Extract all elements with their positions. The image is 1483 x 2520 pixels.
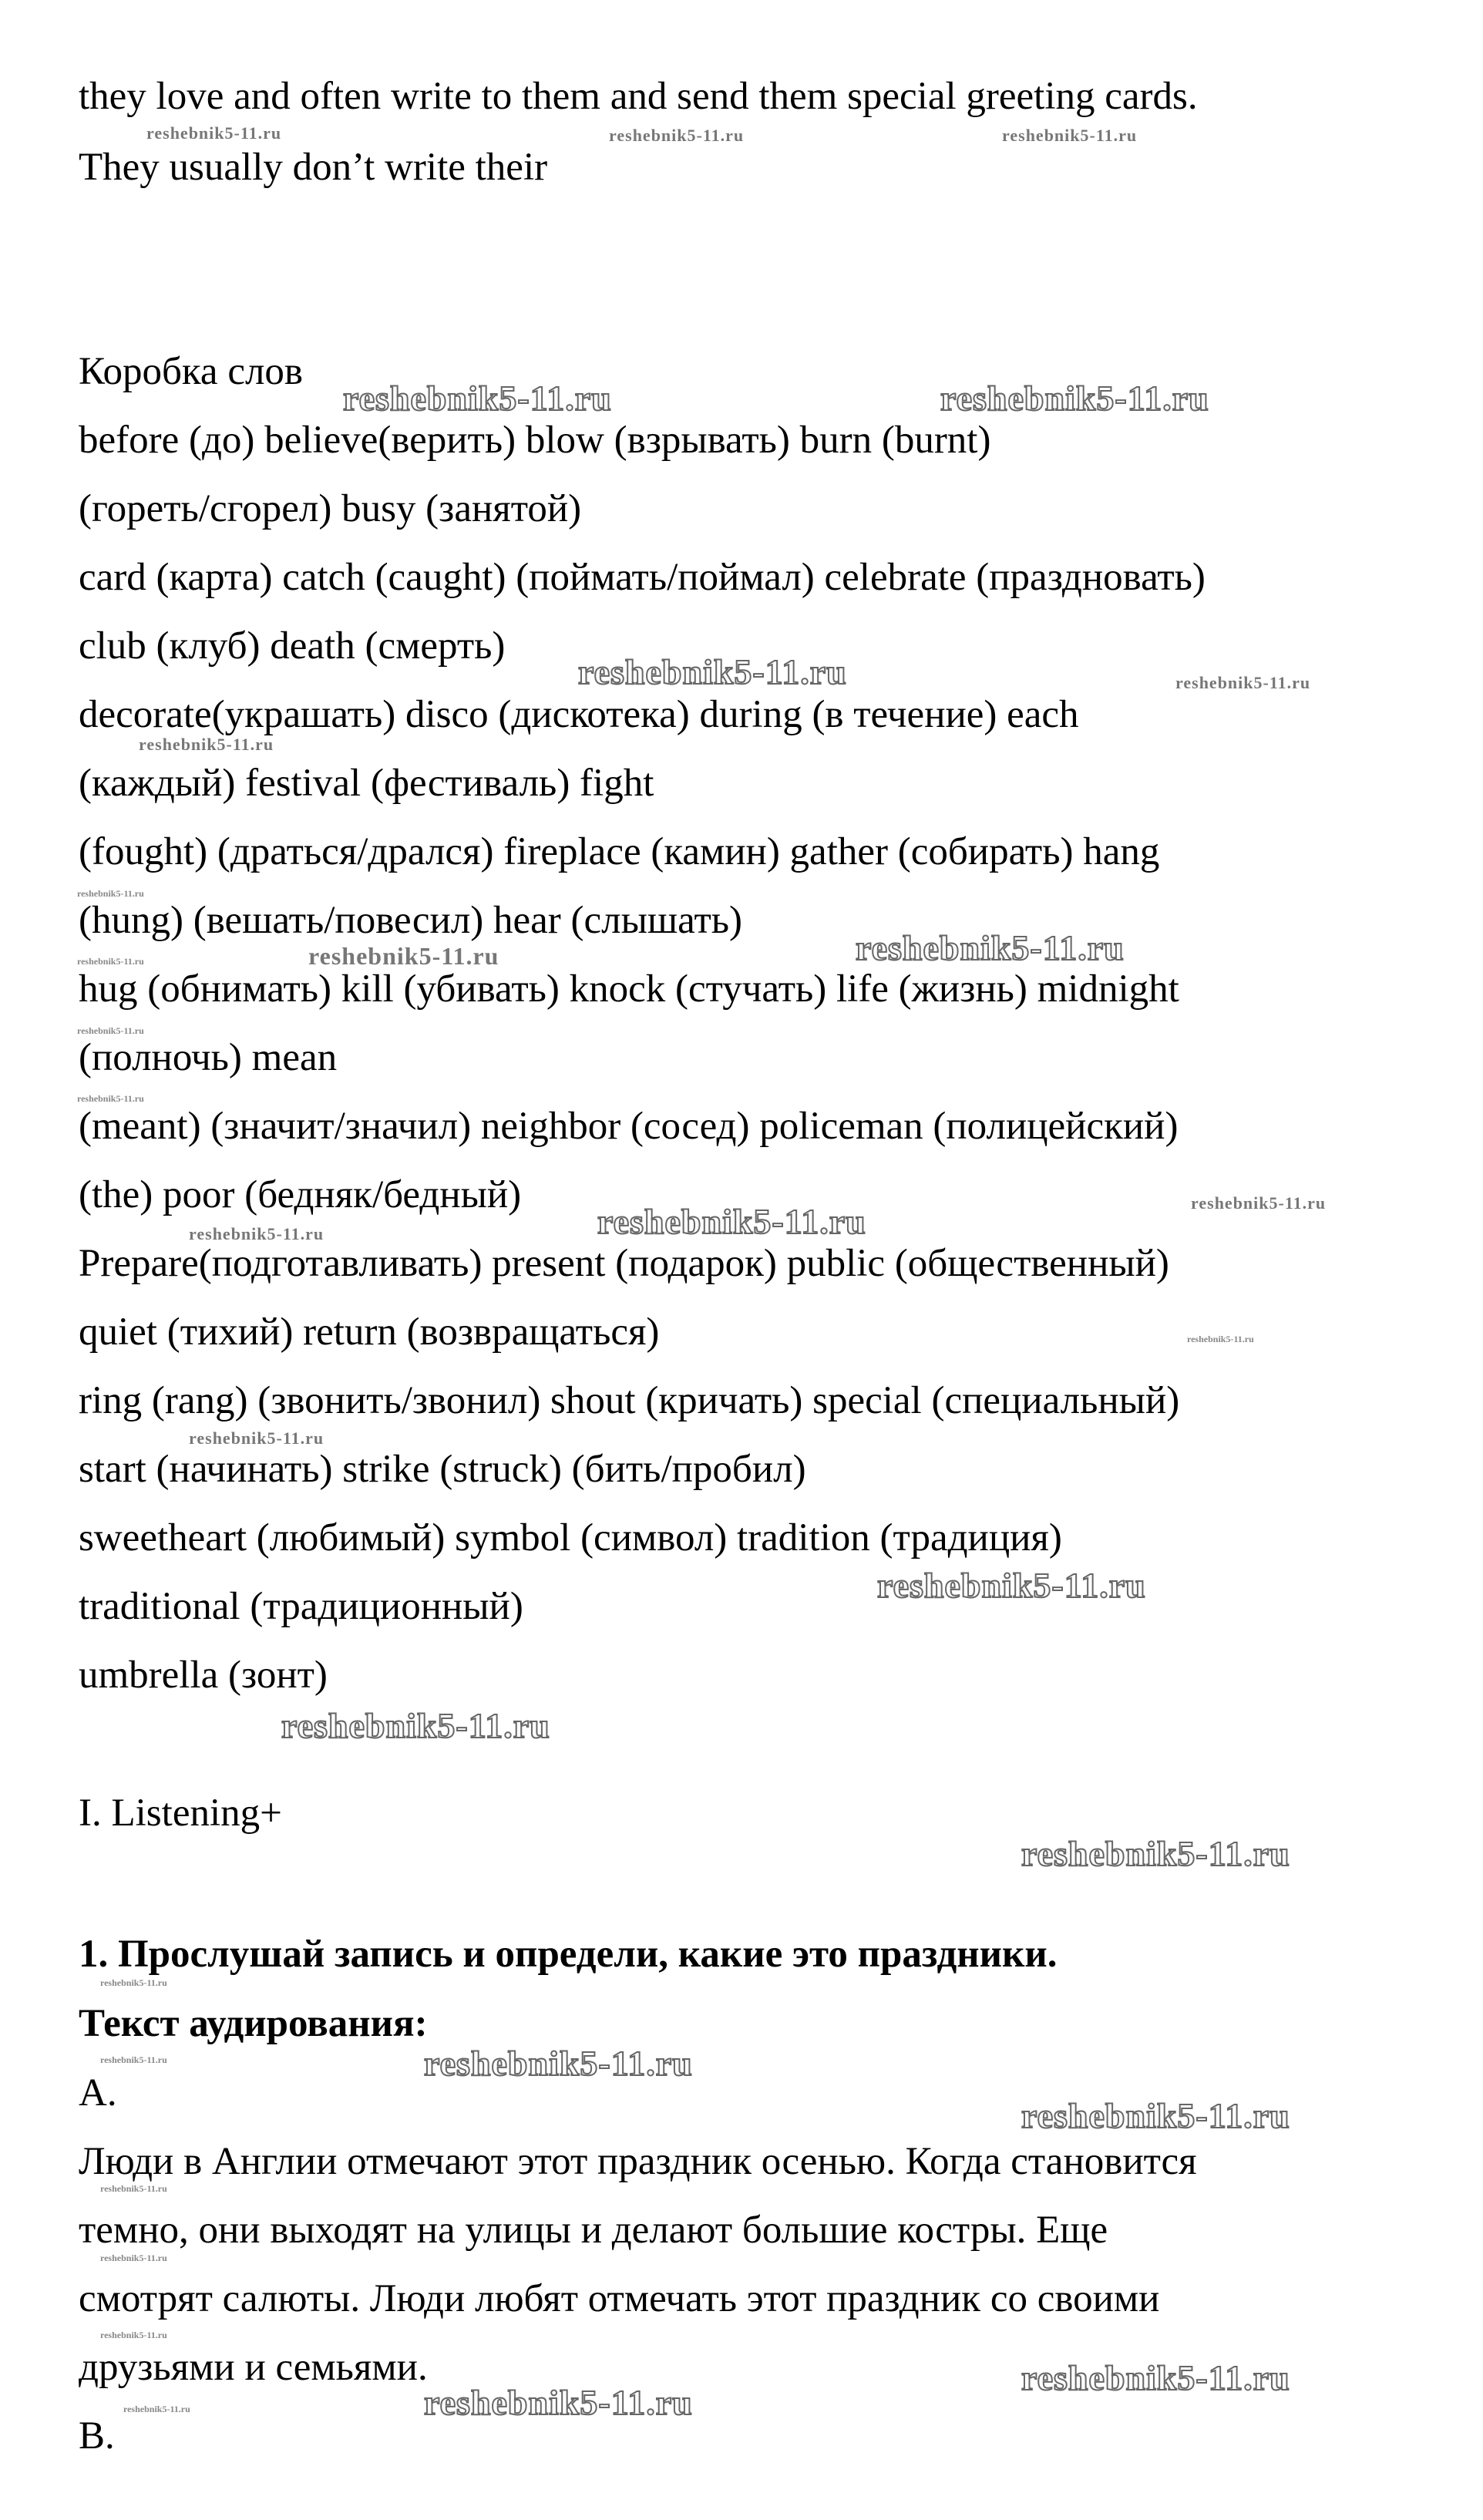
watermark: reshebnik5-11.ru [609,126,745,145]
watermark: reshebnik5-11.ru [1021,2096,1290,2135]
watermark: reshebnik5-11.ru [1021,2358,1290,2397]
watermark: reshebnik5-11.ru [424,2383,693,2422]
word-box-line: Prepare(подготавливать) present (подарок) public (общественный) [79,1242,1169,1285]
label-a: A. [79,2071,117,2115]
word-box-line: club (клуб) death (смерть) [79,624,506,668]
word-box-line: decorate(украшать) disco (дискотека) during (в течение) each [79,693,1079,736]
word-box-line: (гореть/сгорел) busy (занятой) [79,487,582,530]
watermark: reshebnik5-11.ru [1187,1334,1254,1344]
watermark: reshebnik5-11.ru [1191,1193,1327,1213]
watermark: reshebnik5-11.ru [77,1025,144,1036]
paragraph-a-line: темно, они выходят на улицы и делают большие костры. Еще [79,2209,1108,2252]
paragraph-a-line: друзьями и семьями. [79,2346,428,2389]
word-box-line: (каждый) festival (фестиваль) fight [79,762,654,805]
word-box-line: hug (обнимать) kill (убивать) knock (стучать) life (жизнь) midnight [79,967,1179,1011]
watermark: reshebnik5-11.ru [1002,126,1138,145]
watermark: reshebnik5-11.ru [189,1428,325,1448]
watermark: reshebnik5-11.ru [1175,673,1311,692]
watermark: reshebnik5-11.ru [77,956,144,967]
watermark: reshebnik5-11.ru [343,379,612,418]
watermark: reshebnik5-11.ru [424,2044,693,2083]
word-box-line: (meant) (значит/значил) neighbor (сосед) policeman (полицейский) [79,1105,1179,1148]
word-box-line: ring (rang) (звонить/звонил) shout (кричать) special (специальный) [79,1379,1180,1422]
word-box-title: Коробка слов [79,350,303,393]
watermark: reshebnik5-11.ru [100,2253,167,2263]
paragraph-a-line: Люди в Англии отмечают этот праздник осенью. Когда становится [79,2140,1197,2183]
task-title: 1. Прослушай запись и определи, какие это праздники. [79,1933,1058,1976]
watermark: reshebnik5-11.ru [77,1093,144,1104]
watermark: reshebnik5-11.ru [123,2404,190,2414]
watermark: reshebnik5-11.ru [281,1706,550,1745]
word-box-line: (hung) (вешать/повесил) hear (слышать) [79,899,742,942]
intro-line-2: They usually don’t write their [79,146,548,189]
word-box-line: sweetheart (любимый) symbol (символ) tradition (традиция) [79,1516,1062,1559]
word-box-line: before (до) believe(верить) blow (взрывать) burn (burnt) [79,419,991,462]
word-box-line: start (начинать) strike (struck) (бить/пробил) [79,1448,806,1491]
watermark: reshebnik5-11.ru [189,1224,325,1243]
watermark: reshebnik5-11.ru [146,123,282,143]
watermark: reshebnik5-11.ru [100,2183,167,2194]
paragraph-a-line: смотрят салюты. Люди любят отмечать этот праздник со своими [79,2277,1160,2320]
watermark: reshebnik5-11.ru [77,888,144,899]
word-box-line: traditional (традиционный) [79,1585,523,1628]
label-b: B. [79,2414,115,2458]
word-box-line: card (карта) catch (caught) (поймать/поймал) celebrate (праздновать) [79,556,1206,599]
word-box-line: quiet (тихий) return (возвращаться) [79,1310,660,1354]
word-box-line: (the) poor (бедняк/бедный) [79,1173,522,1216]
word-box-line: (полночь) mean [79,1036,338,1079]
watermark: reshebnik5-11.ru [1021,1834,1290,1873]
watermark: reshebnik5-11.ru [856,928,1125,967]
watermark: reshebnik5-11.ru [940,379,1209,418]
word-box-line: umbrella (зонт) [79,1654,328,1697]
watermark: reshebnik5-11.ru [100,2330,167,2340]
word-box-line: (fought) (драться/дрался) fireplace (камин) gather (собирать) hang [79,830,1160,873]
watermark: reshebnik5-11.ru [877,1566,1146,1605]
watermark: reshebnik5-11.ru [139,735,274,754]
listening-heading: I. Listening+ [79,1792,282,1835]
text-title: Текст аудирования: [79,2002,428,2045]
watermark: reshebnik5-11.ru [578,652,847,691]
watermark: reshebnik5-11.ru [597,1202,866,1241]
intro-line-1: they love and often write to them and send them special greeting cards. [79,75,1198,118]
watermark: reshebnik5-11.ru [308,942,499,970]
watermark: reshebnik5-11.ru [100,2054,167,2065]
watermark: reshebnik5-11.ru [100,1977,167,1988]
